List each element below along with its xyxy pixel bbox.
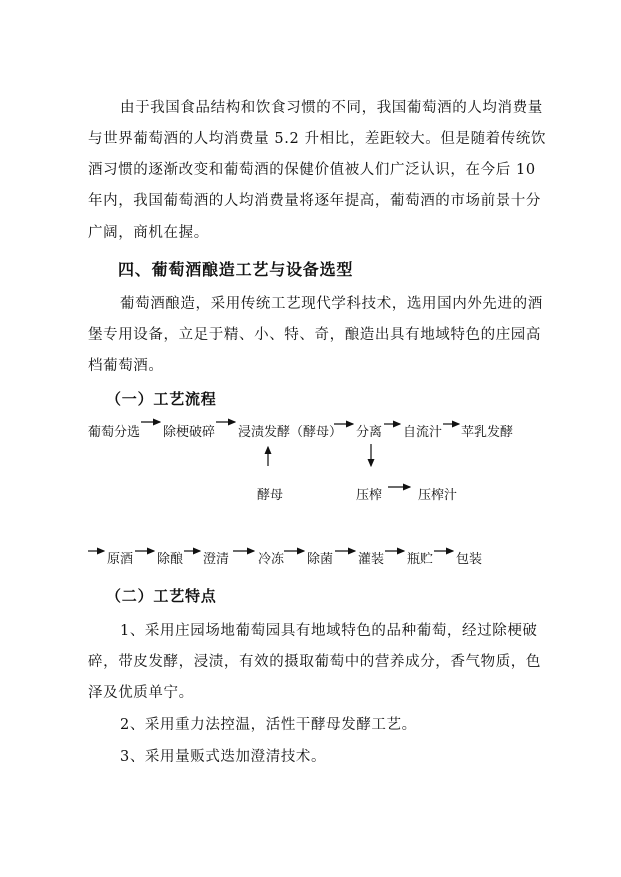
flow-node-sterilize: 除菌 [307, 552, 334, 567]
feature-1-line-2: 碎，带皮发酵，浸渍，有效的摄取葡萄中的营养成分，香气物质，色 [88, 654, 541, 670]
flow-node-pressing: 压榨 [356, 488, 383, 503]
flow-node-destemming: 除梗破碎 [163, 425, 216, 440]
intro-line-2: 与世界葡萄酒的人均消费量 5.2 升相比，差距较大。但是随着传统饮 [88, 131, 547, 147]
flow-node-raw-wine: 原酒 [107, 552, 134, 567]
process-features-heading: （二）工艺特点 [106, 587, 217, 605]
feature-3: 3、采用量贩式迭加澄清技术。 [120, 749, 327, 765]
flow-node-bottling: 灌装 [358, 552, 385, 567]
flow-node-clarify: 澄清 [203, 552, 230, 567]
intro-line-5: 广阔，商机在握。 [88, 225, 209, 241]
feature-2: 2、采用重力法控温，活性干酵母发酵工艺。 [120, 717, 417, 733]
flow-node-press-juice: 压榨汁 [418, 488, 458, 503]
intro-line-1: 由于我国食品结构和饮食习惯的不同，我国葡萄酒的人均消费量 [120, 100, 543, 116]
section4-line-1: 葡萄酒酿造，采用传统工艺现代学科技术，选用国内外先进的酒 [120, 296, 543, 312]
intro-line-3: 酒习惯的逐渐改变和葡萄酒的保健价值被人们广泛认识，在今后 10 [88, 162, 536, 178]
flow-node-grape-sorting: 葡萄分选 [88, 425, 141, 440]
feature-1-line-3: 泽及优质单宁。 [88, 685, 194, 701]
section4-line-3: 档葡萄酒。 [88, 358, 164, 374]
section4-line-2: 堡专用设备，立足于精、小、特、奇，酿造出具有地域特色的庄园高 [88, 327, 541, 343]
intro-line-4: 年内，我国葡萄酒的人均消费量将逐年提高，葡萄酒的市场前景十分 [88, 193, 541, 209]
flow-node-bottle-aging: 瓶贮 [407, 552, 434, 567]
flow-node-maceration: 浸渍发酵（酵母） [238, 425, 343, 440]
flow-node-separation: 分离 [356, 425, 383, 440]
flow-node-free-run-juice: 自流汁 [403, 425, 443, 440]
flow-node-freeze: 冷冻 [258, 552, 285, 567]
flow-node-yeast: 酵母 [257, 488, 284, 503]
flow-node-malolactic: 苹乳发酵 [461, 425, 514, 440]
process-flow-heading: （一）工艺流程 [106, 390, 217, 408]
flow-node-packaging: 包装 [456, 552, 483, 567]
section-4-heading: 四、葡萄酒酿造工艺与设备选型 [118, 260, 354, 279]
flow-node-de-acid: 除酿 [157, 552, 184, 567]
feature-1-line-1: 1、采用庄园场地葡萄园具有地域特色的品种葡萄，经过除梗破 [120, 623, 538, 639]
